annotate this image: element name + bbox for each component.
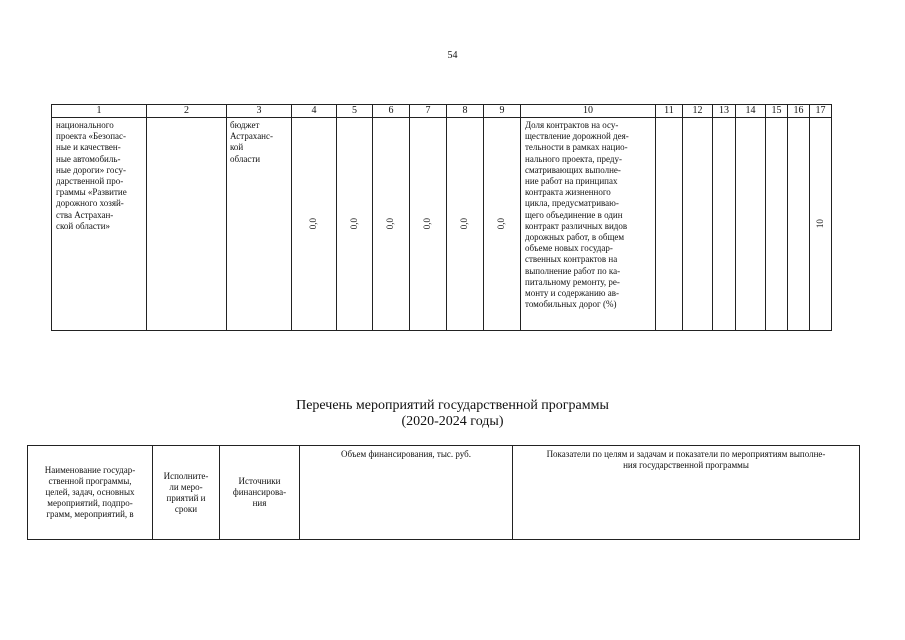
col-number: 1 [52,105,147,118]
column-number-row [52,105,832,118]
header-funding-volume: Объем финансирования, тыс. руб. [300,446,513,540]
section-title [0,398,905,430]
text-line: Доля контрактов на осу- [525,120,619,130]
value-cell [447,118,484,331]
header-funding-sources [220,446,300,540]
text-line: Показатели по целям и задачам и показатели по мероприятиям выполне- [546,449,826,459]
indicators-table-continued [51,104,832,331]
text-line: щего объединение в один [525,209,623,220]
value-text: 0,0 [348,218,359,230]
text-line: области [230,153,261,164]
text-line: Исполните- [163,470,209,481]
text-line: проекта «Безопас- [56,131,127,142]
measures-table-header [27,445,860,540]
page-number: 54 [447,50,458,61]
text-line: ния государственной программы [623,460,749,470]
text-line: ства Астрахан- [56,209,114,220]
text-line: ственной программы, [48,476,132,486]
col-number: 16 [788,105,810,118]
text-line: ния [252,498,267,508]
indicator-description-cell [521,118,656,331]
text-line: национального [56,120,114,130]
col-number: 7 [410,105,447,118]
text-line: ние работ на принципах [525,176,618,187]
col-number: 15 [766,105,788,118]
text-line: ской области» [56,220,111,231]
col-number: 10 [521,105,656,118]
text-line: сматривающих выполне- [525,164,621,175]
col-number: 9 [484,105,521,118]
col-number: 4 [292,105,337,118]
funding-source-cell [227,118,292,331]
col-number: 3 [227,105,292,118]
text-line: целей, задач, основных [45,487,135,497]
text-line: выполнение работ по ка- [525,265,621,276]
col-number: 13 [713,105,736,118]
value-text: 0,0 [308,218,319,230]
section-subtitle-line: (2020-2024 годы) [401,414,504,429]
col-number: 14 [736,105,766,118]
col-number: 17 [810,105,832,118]
text-line: ли меро- [169,481,203,492]
text-line: сроки [174,503,198,514]
text-line: нального проекта, преду- [525,153,623,164]
text-line: приятий и [166,492,206,503]
text-line: контракт различных видов [525,220,628,231]
text-line: объеме новых государ- [525,243,613,254]
empty-cell [736,118,766,331]
text-line: ственных контрактов на [525,254,618,265]
text-line: дорожных работ, в общем [525,232,625,243]
text-line: ные и качествен- [56,142,121,153]
value-text: 0,0 [496,218,507,230]
target-value-cell [810,118,832,331]
target-value-text: 10 [814,219,825,229]
text-line: томобильных дорог (%) [525,299,617,310]
value-text: 0,0 [422,218,433,230]
col-number: 8 [447,105,484,118]
text-line: Астраханс- [230,131,273,142]
empty-cell [656,118,683,331]
text-line: ществление дорожной дея- [525,131,629,142]
text-line: финансирова- [232,487,287,497]
text-line: ные автомобиль- [56,153,121,164]
value-cell [410,118,447,331]
value-cell [292,118,337,331]
table-row [52,118,832,331]
section-title-line: Перечень мероприятий государственной программы [296,398,609,413]
empty-cell [147,118,227,331]
col-number: 6 [373,105,410,118]
text-line: дарственной про- [56,176,124,187]
col-number: 11 [656,105,683,118]
text-line: бюджет [230,120,260,130]
col-number: 12 [683,105,713,118]
text-line: кой [230,142,244,153]
project-name-cell [52,118,147,331]
empty-cell [766,118,788,331]
empty-cell [788,118,810,331]
value-cell [373,118,410,331]
header-executors [153,446,220,540]
text-line: контракта жизненного [525,187,611,198]
col-number: 5 [337,105,373,118]
value-cell [337,118,373,331]
text-line: цикла, предусматриваю- [525,198,619,209]
text-line: граммы «Развитие [56,187,127,198]
text-line: грамм, мероприятий, в [46,509,134,519]
value-cell [484,118,521,331]
value-text: 0,0 [459,218,470,230]
text-line: тельности в рамках нацио- [525,142,628,153]
header-program-name [28,446,153,540]
text-line: дорожного хозяй- [56,198,124,209]
empty-cell [713,118,736,331]
table-header-row [28,446,860,540]
header-indicators [513,446,860,540]
text-line: мероприятий, подпро- [47,498,133,508]
col-number: 2 [147,105,227,118]
value-text: 0,0 [385,218,396,230]
text-line: Наименование государ- [44,465,136,475]
text-line: питальному ремонту, ре- [525,276,620,287]
empty-cell [683,118,713,331]
text-line: Источники [238,476,281,486]
text-line: монту и содержанию ав- [525,288,620,299]
text-line: ные дороги» госу- [56,164,127,175]
